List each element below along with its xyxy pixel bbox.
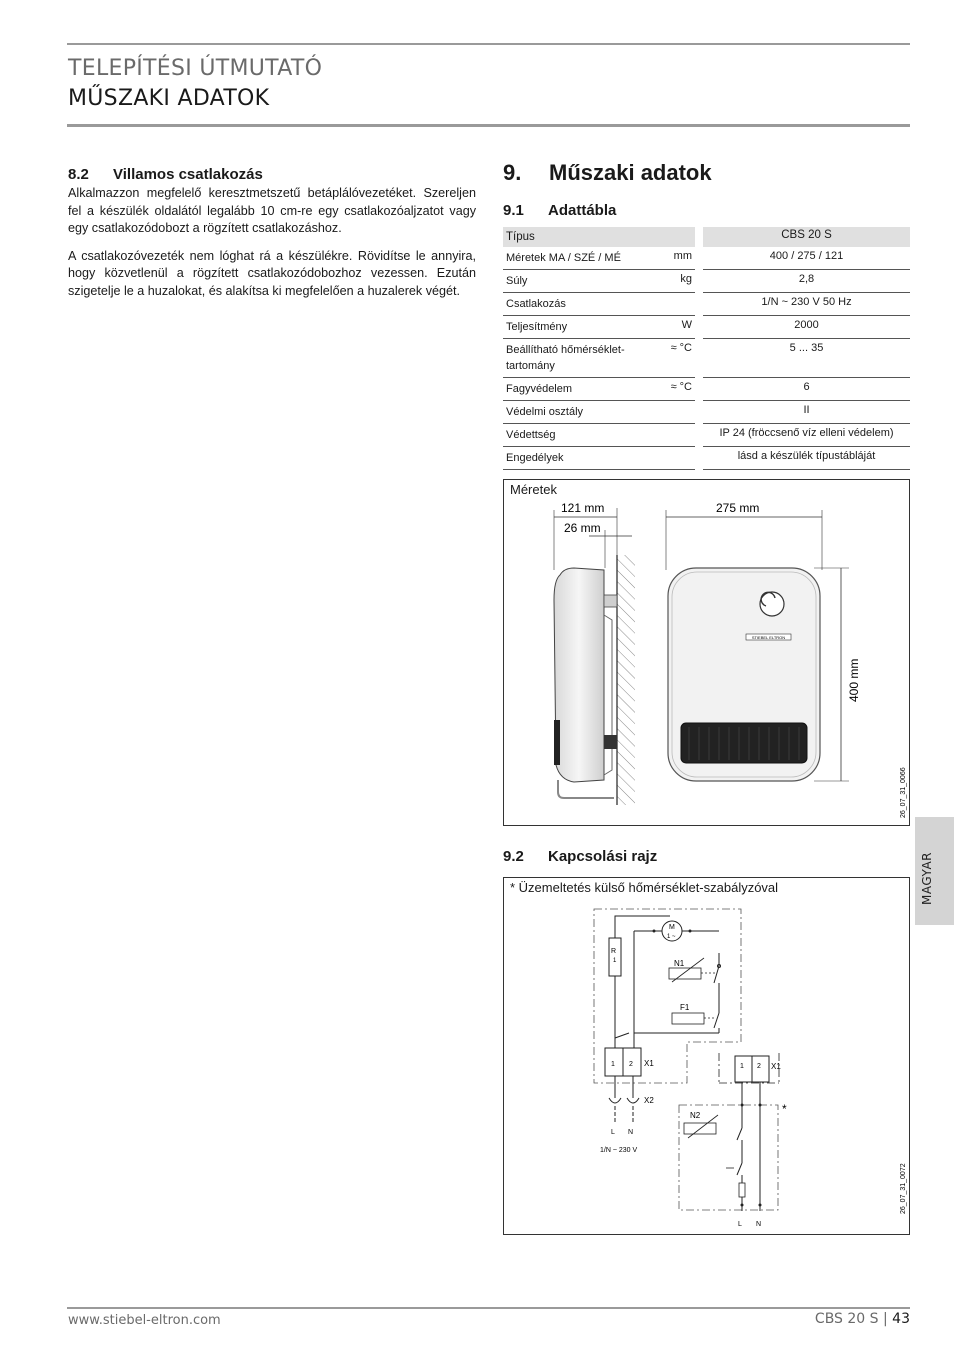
svg-text:1: 1 [611,1061,615,1068]
table-row: Védettség IP 24 (fröccsenő víz elleni védelem) [503,424,910,447]
spec-header-label: Típus [503,227,695,247]
section-8-2-paragraph-1: Alkalmazzon megfelelő keresztmetszetű betáplálóvezetéket. Szereljen fel a készülék oldalától legalább 10 cm-re egy csatlakozóaljzatot vagy egy csatlakozódobozt a rögzített csatlakozáshoz. [68,186,476,236]
table-row: Engedélyek lásd a készülék típustábláját [503,447,910,470]
wiring-diagram [504,878,911,1236]
footer-url[interactable]: www.stiebel-eltron.com [68,1313,221,1328]
supply-label: 1/N ~ 230 V [600,1147,638,1154]
footer-model: CBS 20 S [814,1311,879,1327]
table-row: Beállítható hőmérséklet-tartomány ≈ °C 5 ... 35 [503,339,910,378]
footer-page-info: CBS 20 S | 43 [814,1311,910,1327]
wiring-caption: * Üzemeltetés külső hőmérséklet-szabályzóval [510,880,779,895]
table-row: Súly kg 2,8 [503,270,910,293]
wiring-figure [503,877,910,1235]
svg-text:X1: X1 [771,1062,781,1071]
dimension-wall-gap: 26 mm [564,521,601,535]
section-8-2 [68,166,476,311]
language-tab[interactable] [915,817,954,925]
resistor-icon [609,938,621,976]
brand-label: STIEBEL ELTRON [751,635,786,640]
plug-x2-label: X2 [644,1096,654,1105]
svg-text:N: N [756,1221,762,1228]
svg-text:1: 1 [740,1063,744,1070]
header-bottom-rule [67,124,910,127]
table-row: Fagyvédelem ≈ °C 6 [503,378,910,401]
table-row: Védelmi osztály II [503,401,910,424]
table-row: Csatlakozás 1/N ~ 230 V 50 Hz [503,293,910,316]
motor-phase: 1 ~ [667,934,676,940]
dimensions-drawing [504,480,911,827]
thermostat-n1-label: N1 [674,959,685,968]
dimensions-figure [503,479,910,826]
fuse-f1-label: F1 [680,1003,690,1012]
spec-header-model: CBS 20 S [703,227,910,247]
resistor-index: 1 [613,958,617,964]
resistor-label: R [611,948,617,955]
wiring-image-code: 26_07_31_0072 [900,1163,907,1214]
spec-table [503,227,910,470]
section-9-2-heading: 9.2 Kapcsolási rajz [503,848,658,865]
section-9-heading: 9. Műszaki adatok [503,160,712,185]
svg-text:L: L [611,1129,615,1136]
page-number: 43 [892,1311,910,1327]
table-row: Méretek MA / SZÉ / MÉ mm 400 / 275 / 121 [503,247,910,270]
dimension-depth: 121 mm [561,501,605,515]
dimensions-caption: Méretek [510,482,557,497]
asterisk-mark: * [782,1102,787,1116]
svg-text:2: 2 [757,1063,761,1070]
svg-text:2: 2 [629,1061,633,1068]
terminal-x1-label: X1 [644,1059,654,1068]
svg-text:L: L [738,1221,742,1228]
language-tab-label: MAGYAR [920,852,934,905]
header-title-top: TELEPÍTÉSI ÚTMUTATÓ [68,56,323,81]
svg-text:N: N [628,1129,634,1136]
dimension-width: 275 mm [716,501,760,515]
section-8-2-paragraph-2: A csatlakozóvezeték nem lóghat rá a készülékre. Rövidítse le annyira, hogy közvetlenül a rögzített csatlakozódobozhoz vezessen. Ezután szigetelje le a huzalokat, és alakítsa ki megfelelően a huzalerek végét. [68,248,476,298]
motor-label: M [669,924,675,931]
dimensions-image-code: 26_07_31_0066 [900,767,907,818]
dimension-height: 400 mm [847,658,861,702]
table-row: Teljesítmény W 2000 [503,316,910,339]
section-8-2-heading: 8.2 Villamos csatlakozás [68,166,263,183]
header-top-rule [67,43,910,45]
section-9-1-heading: 9.1 Adattábla [503,202,617,219]
footer-rule [67,1307,910,1309]
thermostat-n2-label: N2 [690,1111,701,1120]
header-title-bottom: MŰSZAKI ADATOK [68,86,270,111]
spec-table-header [503,227,910,247]
